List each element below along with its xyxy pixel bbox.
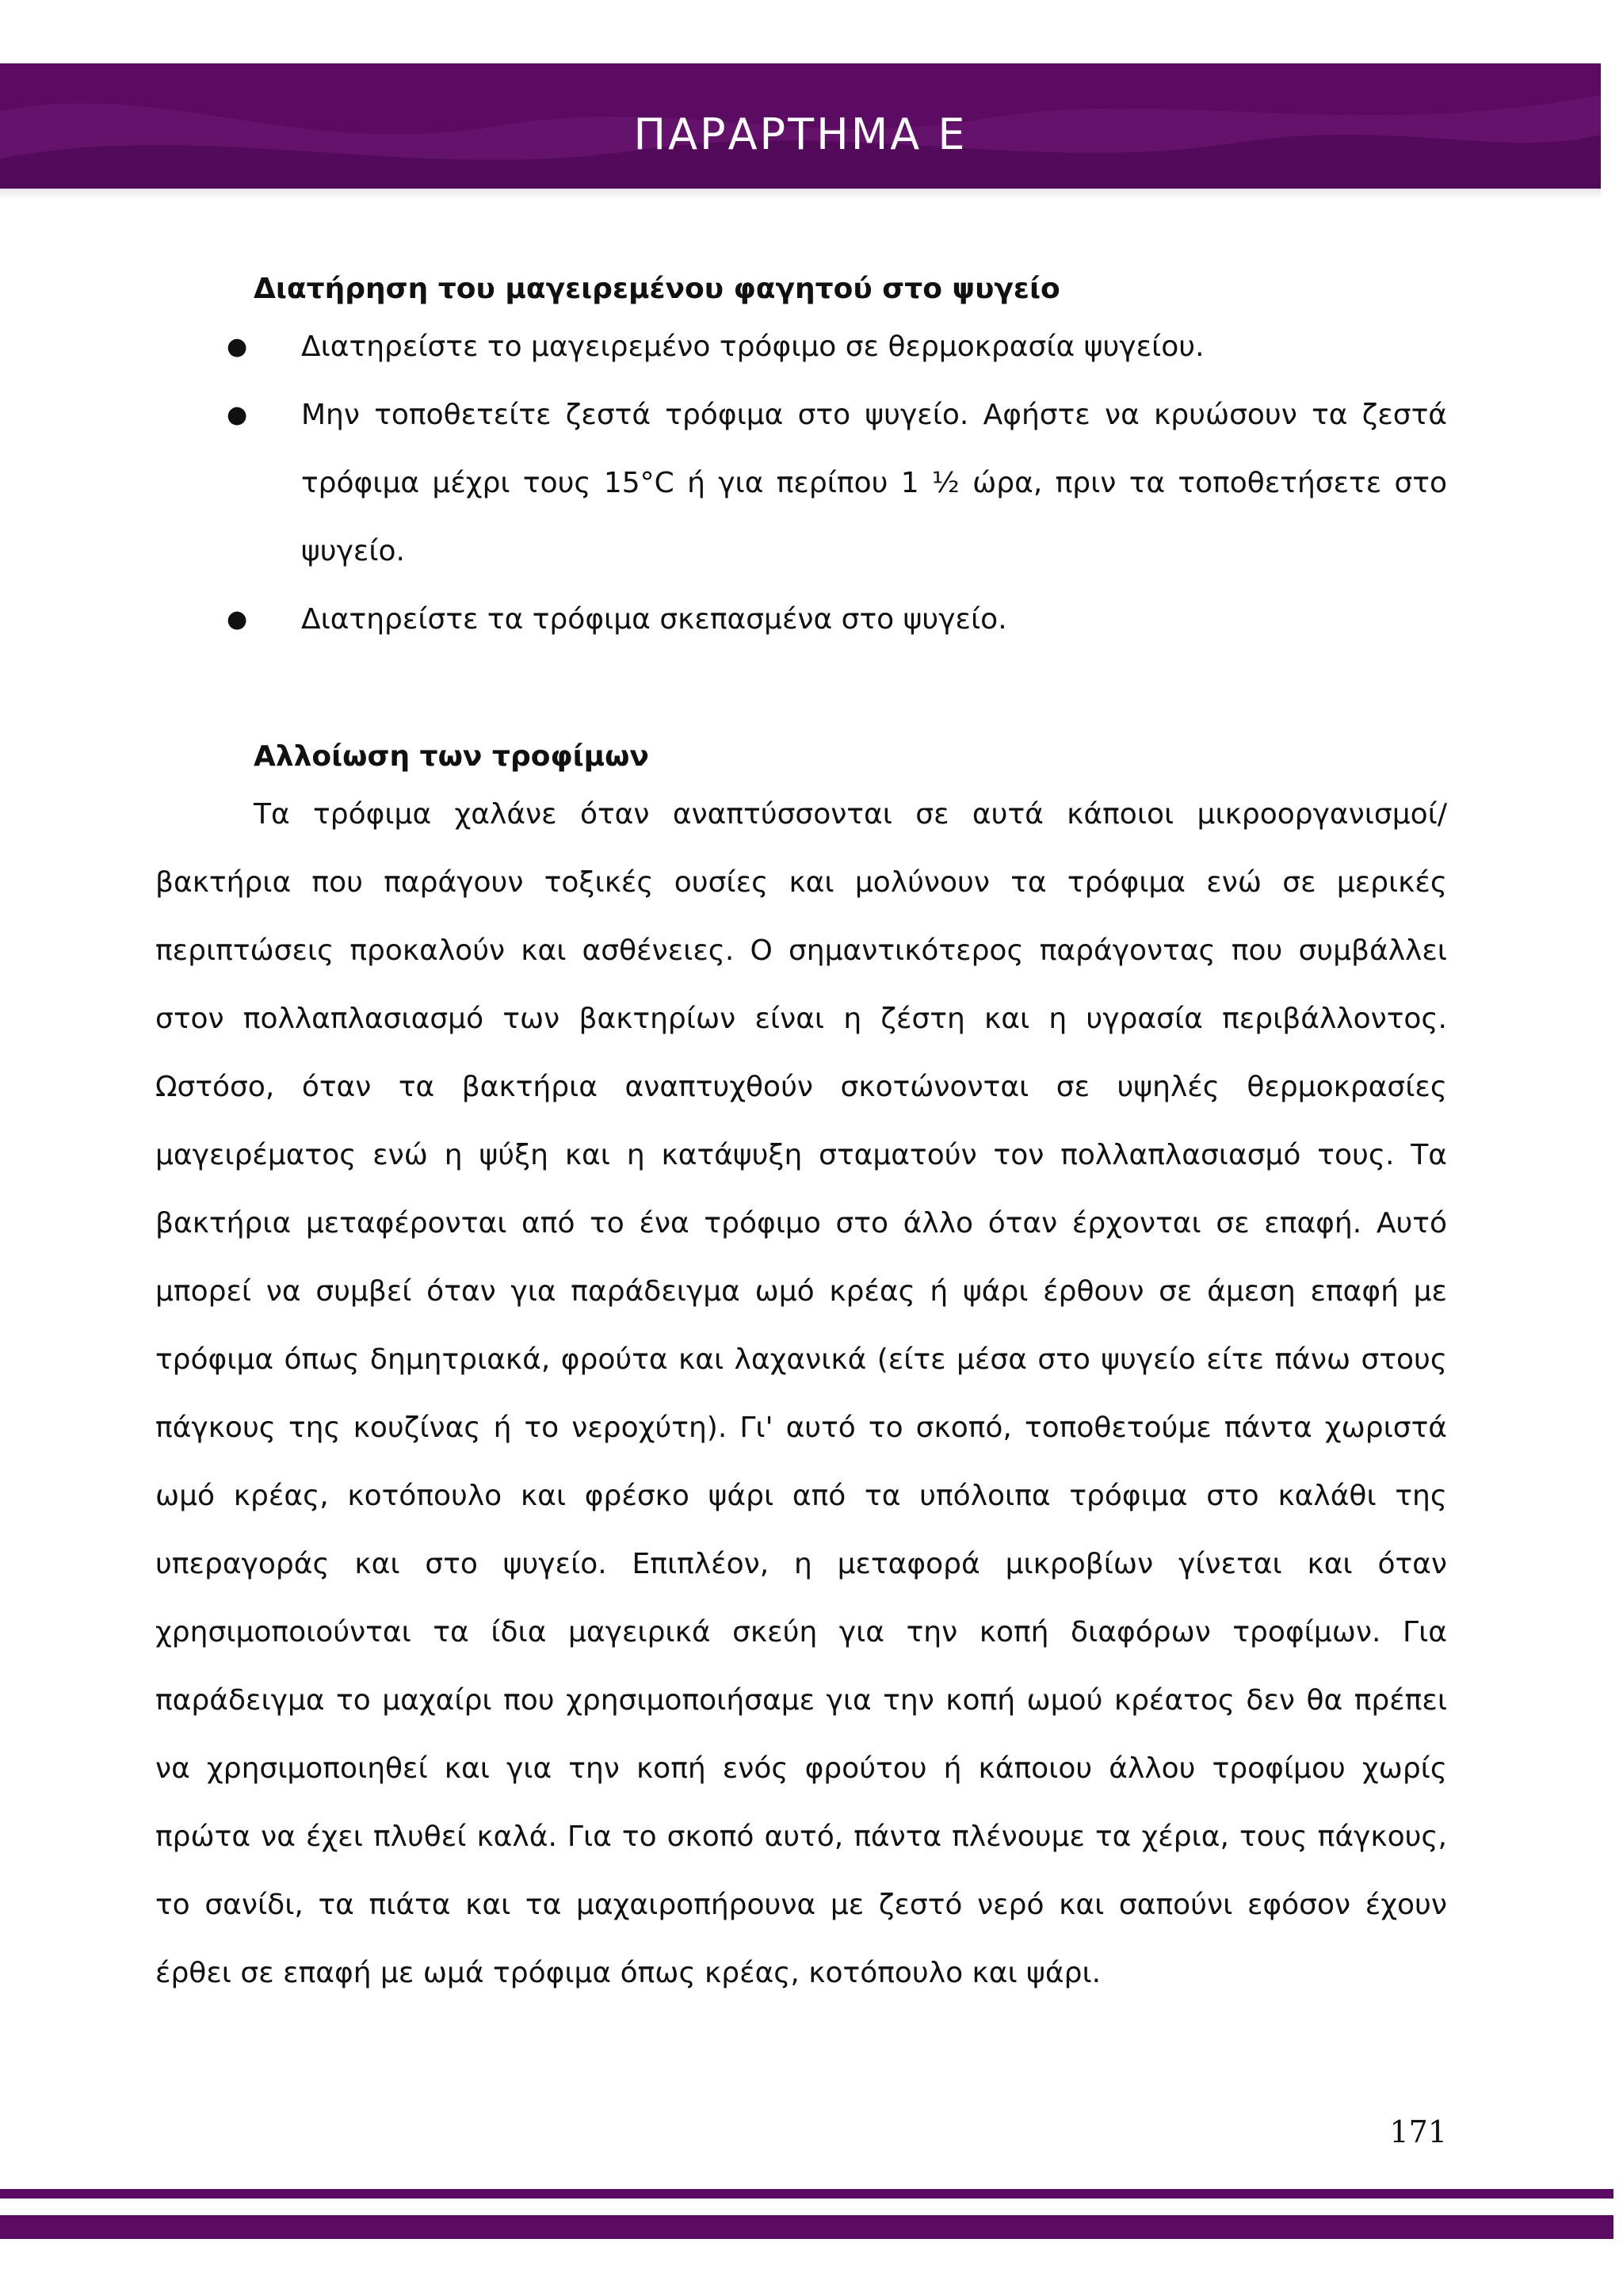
bullet-text: Μην τοποθετείτε ζεστά τρόφιμα στο ψυγείο. Αφήστε να κρυώσουν τα ζεστά τρόφιμα μέχρι τους 15°C ή για περίπου 1 ½ ώρα, πριν τα τοποθετήσετε στο ψυγείο. (301, 399, 1447, 567)
bullet-item (155, 381, 1447, 586)
bullet-dot-icon: ● (227, 333, 248, 361)
footer-rule-thin (0, 2189, 1613, 2199)
section-heading-spoilage: Αλλοίωση των τροφίμων (254, 740, 649, 773)
footer-rule-thick (0, 2215, 1613, 2239)
section-spacer (155, 654, 1447, 733)
document-body (155, 266, 1447, 2008)
storage-bullet-list (155, 313, 1447, 654)
header-shadow (0, 189, 1601, 200)
bullet-dot-icon: ● (227, 401, 248, 429)
bullet-item (155, 586, 1447, 654)
section-heading-storage: Διατήρηση του μαγειρεμένου φαγητού στο ψυγείο (254, 273, 1060, 305)
page-number: 171 (1389, 2115, 1447, 2149)
spoilage-paragraph: Τα τρόφιμα χαλάνε όταν αναπτύσσονται σε αυτά κάποιοι μικροοργανισμοί/βακτήρια που παράγουν τοξικές ουσίες και μολύνουν τα τρόφιμα ενώ σε μερικές περιπτώσεις προκαλούν και ασθένειες. Ο σημαντικότερος παράγοντας που συμβάλλει στον πολλαπλασιασμό των βακτηρίων είναι η ζέστη και η υγρασία περιβάλλοντος. Ωστόσο, όταν τα βακτήρια αναπτυχθούν σκοτώνονται σε υψηλές θερμοκρασίες μαγειρέματος ενώ η ψύξη και η κατάψυξη σταματούν τον πολλαπλασιασμό τους. Τα βακτήρια μεταφέρονται από το ένα τρόφιμο στο άλλο όταν έρχονται σε επαφή. Αυτό μπορεί να συμβεί όταν για παράδειγμα ωμό κρέας ή ψάρι έρθουν σε άμεση επαφή με τρόφιμα όπως δημητριακά, φρούτα και λαχανικά (είτε μέσα στο ψυγείο είτε πάνω στους πάγκους της κουζίνας ή το νεροχύτη). Γι' αυτό το σκοπό, τοποθετούμε πάντα χωριστά ωμό κρέας, κοτόπουλο και φρέσκο ψάρι από τα υπόλοιπα τρόφιμα στο καλάθι της υπεραγοράς και στο ψυγείο. Επιπλέον, η μεταφορά μικροβίων γίνεται και όταν χρησιμοποιούνται τα ίδια μαγειρικά σκεύη για την κοπή διαφόρων τροφίμων. Για παράδειγμα το μαχαίρι που χρησιμοποιήσαμε για την κοπή ωμού κρέατος δεν θα πρέπει να χρησιμοποιηθεί και για την κοπή ενός φρούτου ή κάποιου άλλου τροφίμου χωρίς πρώτα να έχει πλυθεί καλά. Για το σκοπό αυτό, πάντα πλένουμε τα χέρια, τους πάγκους, το σανίδι, τα πιάτα και τα μαχαιροπήρουνα με ζεστό νερό και σαπούνι εφόσον έχουν έρθει σε επαφή με ωμά τρόφιμα όπως κρέας, κοτόπουλο και ψάρι. (155, 798, 1447, 1989)
bullet-text: Διατηρείστε τα τρόφιμα σκεπασμένα στο ψυγείο. (301, 603, 1007, 636)
page-title: ΠΑΡΑΡΤΗΜΑ Ε (633, 109, 968, 159)
bullet-dot-icon: ● (227, 606, 248, 633)
bullet-item (155, 313, 1447, 381)
bullet-text: Διατηρείστε το μαγειρεμένο τρόφιμο σε θερμοκρασία ψυγείου. (301, 330, 1205, 363)
